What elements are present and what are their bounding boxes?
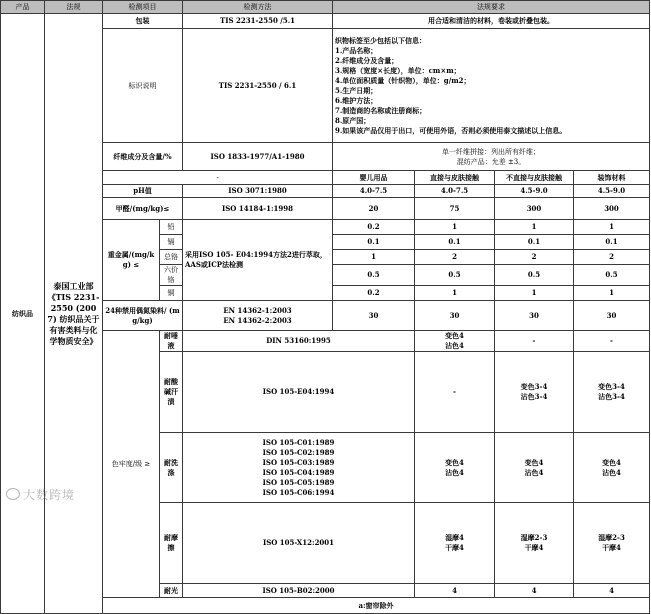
header-regulation: 法规 — [45, 1, 103, 14]
formaldehyde-value: 20 — [333, 198, 415, 220]
fastness-value-line: 变色4 — [445, 331, 464, 340]
fastness-method-line: ISO 105-C01:1989 — [262, 437, 335, 447]
labeling-line: 5.生产日期； — [335, 85, 378, 95]
ph-value: 4.0-7.5 — [333, 185, 415, 198]
fastness-value-line: 变色3-4 — [520, 382, 548, 391]
fiber-requirement — [333, 143, 650, 171]
packaging-requirement: 用合适和清洁的材料，卷装或折叠包装。 — [333, 14, 650, 29]
fastness-value — [415, 503, 495, 584]
fastness-name: 耐唾液 — [160, 331, 183, 352]
categories-dash: - — [103, 171, 333, 185]
fastness-value: - — [574, 331, 650, 352]
heavy-metals-label: 重金属/(mg/kg) ≤ — [103, 220, 160, 301]
heavy-metals-method: 采用ISO 105- E04:1994方法2进行萃取，AAS或ICP法检测 — [183, 220, 333, 301]
fastness-method: ISO 105-E04:1994 — [183, 352, 415, 433]
fastness-value — [574, 352, 650, 433]
labeling-line: 6.维护方法； — [335, 95, 378, 105]
fastness-value — [415, 433, 495, 503]
fastness-value: - — [415, 352, 495, 433]
azo-method — [183, 301, 333, 331]
fastness-method-line: ISO 105-C05:1989 — [262, 477, 335, 487]
metal-value: 0.1 — [495, 235, 574, 250]
fastness-value-line: 沾色4 — [445, 341, 464, 350]
fastness-value — [574, 433, 650, 503]
fastness-value-line: 沾色3-4 — [598, 392, 625, 401]
azo-value: 30 — [574, 301, 650, 331]
metal-value: 0.1 — [415, 235, 495, 250]
metal-value: 0.5 — [574, 265, 650, 286]
fastness-value — [574, 503, 650, 584]
watermark-logo-icon — [6, 488, 20, 500]
metal-name: 六价铬 — [160, 265, 183, 286]
labeling-line: 3.规格（宽度×长度），单位：cm×m； — [335, 65, 461, 75]
fastness-name: 耐洗涤 — [160, 433, 183, 503]
metal-name: 铜 — [160, 286, 183, 301]
fastness-value: 4 — [415, 584, 495, 598]
metal-value: 2 — [495, 250, 574, 265]
metal-value: 1 — [495, 286, 574, 301]
fastness-value-line: 沾色4 — [445, 467, 464, 477]
metal-value: 0.5 — [415, 265, 495, 286]
labeling-line: 4.单位面积质量（针织物），单位：g/m2； — [335, 75, 471, 85]
formaldehyde-value: 300 — [574, 198, 650, 220]
ph-label: pH值 — [103, 185, 183, 198]
fastness-value-line: 变色4 — [445, 457, 464, 467]
fastness-value-line: 沾色3-4 — [520, 392, 548, 401]
fastness-method: ISO 105-B02:2000 — [183, 584, 415, 598]
fastness-name: 耐光 — [160, 584, 183, 598]
fiber-line: 混纺产品：允差 ±3。 — [456, 157, 526, 166]
ph-method: ISO 3071:1980 — [183, 185, 333, 198]
fastness-method-line: ISO 105-C04:1989 — [262, 467, 335, 477]
packaging-row — [1, 14, 650, 29]
azo-method-line: EN 14362-2:2003 — [223, 315, 292, 325]
metal-value: 0.1 — [333, 235, 415, 250]
fastness-value-line: 变色4 — [524, 457, 544, 467]
formaldehyde-label: 甲醛/(mg/kg)≤ — [103, 198, 183, 220]
azo-label: 24种禁用偶氮染料/ (mg/kg) — [103, 301, 183, 331]
azo-value: 30 — [495, 301, 574, 331]
azo-value: 30 — [415, 301, 495, 331]
labeling-line: 1.产品名称； — [335, 45, 378, 55]
ph-value: 4.5-9.0 — [574, 185, 650, 198]
metal-value: 1 — [495, 220, 574, 235]
header-item: 检测项目 — [103, 1, 183, 14]
fastness-value — [495, 433, 574, 503]
fastness-value-line: 沾色4 — [524, 467, 544, 477]
metal-name: 镉 — [160, 235, 183, 250]
fastness-value-line: 干摩4 — [524, 543, 544, 552]
labeling-line: 9.如果该产品仅用于出口，可使用外语，否则必须使用泰文描述以上信息。 — [335, 125, 567, 135]
metal-value: 0.5 — [495, 265, 574, 286]
watermark-text: 大数跨境 — [23, 488, 76, 502]
formaldehyde-method: ISO 14184-1:1998 — [183, 198, 333, 220]
fastness-method-line: ISO 105-C06:1994 — [262, 487, 335, 497]
category-indirect: 不直接与皮肤接触 — [495, 171, 574, 185]
fastness-value-line: 变色4 — [602, 457, 621, 467]
metal-value: 1 — [415, 286, 495, 301]
fastness-value — [495, 503, 574, 584]
fiber-method: ISO 1833-1977/A1-1980 — [183, 143, 333, 171]
metal-name: 总铬 — [160, 250, 183, 265]
fiber-line: 单一纤维拼接：列出所有纤维； — [442, 147, 540, 156]
footnote: a:窗帘除外 — [103, 598, 650, 614]
labeling-method: TIS 2231-2550 / 6.1 — [183, 29, 333, 143]
fastness-method-line: ISO 105-C03:1989 — [262, 457, 335, 467]
metal-value: 0.2 — [333, 220, 415, 235]
labeling-line: 织物标签至少包括以下信息： — [335, 35, 426, 45]
fastness-value — [415, 331, 495, 352]
fastness-method-line: ISO 105-C02:1989 — [262, 447, 335, 457]
fastness-value-line: 干摩4 — [445, 543, 464, 552]
watermark — [6, 486, 75, 503]
category-decor: 装饰材料 — [574, 171, 650, 185]
product-cell: 纺织品 — [1, 14, 45, 614]
fastness-method — [183, 433, 415, 503]
metal-value: 1 — [574, 220, 650, 235]
packaging-method: TIS 2231-2550 /5.1 — [183, 14, 333, 29]
ph-value: 4.5-9.0 — [495, 185, 574, 198]
header-product: 产品 — [1, 1, 45, 14]
header-row — [1, 1, 650, 14]
formaldehyde-value: 300 — [495, 198, 574, 220]
formaldehyde-value: 75 — [415, 198, 495, 220]
metal-value: 0.5 — [333, 265, 415, 286]
metal-value: 1 — [333, 250, 415, 265]
labeling-line: 7.制造商的名称或注册商标； — [335, 105, 427, 115]
fastness-method: DIN 53160:1995 — [183, 331, 415, 352]
metal-value: 1 — [415, 220, 495, 235]
metal-value: 2 — [415, 250, 495, 265]
fastness-name: 耐酸碱汗渍 — [160, 352, 183, 433]
fiber-label: 纤维成分及含量/% — [103, 143, 183, 171]
fastness-value-line: 湿摩2-3 — [598, 533, 625, 542]
fastness-value: 4 — [495, 584, 574, 598]
fastness-value-line: 湿摩2-3 — [520, 533, 548, 542]
category-direct: 直接与皮肤接触 — [415, 171, 495, 185]
fastness-value-line: 湿摩4 — [445, 533, 464, 542]
fastness-value: - — [495, 331, 574, 352]
metal-value: 1 — [574, 286, 650, 301]
metal-name: 铅 — [160, 220, 183, 235]
regulation-cell: 泰国工业部《TIS 2231-2550 (2007) 纺织品关于有害类料与化学物质安全》 — [45, 14, 103, 614]
fastness-value-line: 沾色4 — [602, 467, 621, 477]
ph-value: 4.0-7.5 — [415, 185, 495, 198]
fastness-value-line: 变色3-4 — [598, 382, 625, 391]
labeling-line: 2.纤维成分及含量； — [335, 55, 399, 65]
labeling-line: 8.原产国； — [335, 115, 371, 125]
fastness-value — [495, 352, 574, 433]
fastness-method: ISO 105-X12:2001 — [183, 503, 415, 584]
fastness-value: 4 — [574, 584, 650, 598]
fastness-name: 耐摩擦 — [160, 503, 183, 584]
metal-value: 0.2 — [333, 286, 415, 301]
colorfastness-label: 色牢度/级 ≥ — [103, 331, 160, 598]
azo-value: 30 — [333, 301, 415, 331]
fastness-value-line: 干摩4 — [602, 543, 621, 552]
labeling-label: 标识说明 — [103, 29, 183, 143]
header-requirement: 法规要求 — [333, 1, 650, 14]
labeling-requirement — [333, 29, 650, 143]
metal-value: 0.1 — [574, 235, 650, 250]
header-method: 检测方法 — [183, 1, 333, 14]
packaging-label: 包装 — [103, 14, 183, 29]
category-baby: 婴儿用品 — [333, 171, 415, 185]
metal-value: 2 — [574, 250, 650, 265]
azo-method-line: EN 14362-1:2003 — [223, 305, 292, 315]
